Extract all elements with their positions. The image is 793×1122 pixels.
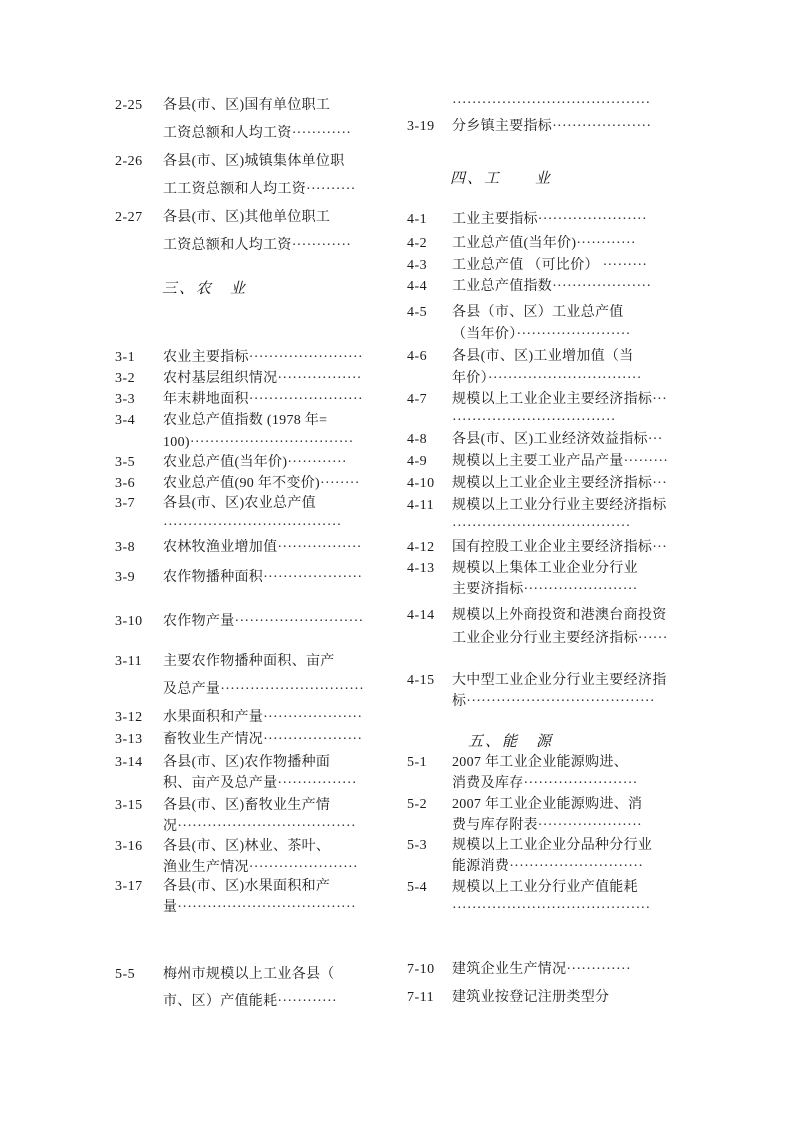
entry-line: 规模以上主要工业产品产量········· xyxy=(452,454,669,469)
entry-number: 7-11 xyxy=(407,990,435,1005)
entry-lines xyxy=(452,451,668,472)
toc-entry xyxy=(407,752,638,794)
entry-line: 标······································ xyxy=(452,694,655,709)
entry-line: 况···································· xyxy=(163,819,356,834)
entry-number: 4-6 xyxy=(407,349,428,364)
entry-line: 各县(市、区)农业总产值 xyxy=(163,496,316,511)
entry-number: 3-11 xyxy=(115,654,143,669)
entry-line: （当年价）······················· xyxy=(452,327,631,342)
entry-line: 规模以上外商投资和港澳台商投资 xyxy=(452,608,667,623)
entry-lines xyxy=(452,495,667,537)
entry-line: 规模以上工业企业主要经济指标··· xyxy=(452,392,668,407)
entry-line: ········································ xyxy=(452,96,651,111)
toc-entry xyxy=(407,233,636,254)
entry-lines xyxy=(452,537,667,558)
entry-number: 3-1 xyxy=(115,350,136,365)
toc-entry xyxy=(407,604,668,650)
entry-lines xyxy=(452,670,667,712)
entry-line: 规模以上工业企业分品种分行业 xyxy=(452,838,653,853)
entry-line: ········································ xyxy=(452,901,651,916)
entry-number: 7-10 xyxy=(407,962,435,977)
entry-number: 2-26 xyxy=(115,154,143,169)
entry-number: 4-5 xyxy=(407,305,428,320)
entry-lines xyxy=(452,389,667,431)
entry-line: 大中型工业企业分行业主要经济指 xyxy=(452,673,667,688)
entry-number: 2-27 xyxy=(115,210,143,225)
toc-entry xyxy=(407,877,650,919)
entry-line: 2007 年工业企业能源购进、消 xyxy=(452,797,643,812)
section-heading: 三、农 业 xyxy=(162,281,248,297)
entry-lines xyxy=(452,604,668,650)
entry-lines xyxy=(452,233,636,254)
toc-entry xyxy=(407,93,650,114)
entry-line: 规模以上集体工业企业分行业 xyxy=(452,561,638,576)
entry-number: 3-16 xyxy=(115,839,143,854)
entry-line: 工工资总额和人均工资·········· xyxy=(163,182,356,197)
toc-entry xyxy=(407,209,647,230)
toc-entry xyxy=(407,959,631,980)
toc-entry xyxy=(407,116,651,137)
entry-line: 及总产量····························· xyxy=(163,682,365,697)
toc-entry xyxy=(407,835,652,877)
toc-entry xyxy=(407,389,667,431)
entry-lines xyxy=(452,959,631,980)
toc-entry xyxy=(407,276,651,297)
entry-lines xyxy=(452,346,642,390)
entry-line: 水果面积和产量···················· xyxy=(163,710,363,725)
entry-lines xyxy=(452,473,667,494)
entry-line: 消费及库存······················· xyxy=(452,776,638,791)
entry-line: 农业总产值(当年价)············ xyxy=(163,455,347,470)
entry-lines xyxy=(452,558,638,600)
entry-line: 建筑企业生产情况············· xyxy=(452,962,631,977)
toc-entry xyxy=(407,670,667,712)
entry-line: 100)································· xyxy=(163,435,354,450)
entry-line: 分乡镇主要指标···················· xyxy=(452,119,652,134)
entry-line: 2007 年工业企业能源购进、 xyxy=(452,755,628,770)
entry-number: 3-3 xyxy=(115,392,136,407)
entry-number: 3-17 xyxy=(115,879,143,894)
entry-number: 4-8 xyxy=(407,432,428,447)
entry-line: 主要农作物播种面积、亩产 xyxy=(163,654,335,669)
entry-number: 5-1 xyxy=(407,755,428,770)
entry-number: 3-10 xyxy=(115,614,143,629)
entry-number: 4-1 xyxy=(407,212,428,227)
entry-line: ···································· xyxy=(163,518,342,533)
entry-lines xyxy=(452,987,609,1008)
entry-number: 4-2 xyxy=(407,236,428,251)
entry-lines xyxy=(452,93,650,114)
entry-number: 4-7 xyxy=(407,392,428,407)
toc-entry xyxy=(407,794,642,836)
entry-line: 农业主要指标······················· xyxy=(163,350,363,365)
entry-number: 3-4 xyxy=(115,413,136,428)
entry-lines xyxy=(452,209,647,230)
entry-lines xyxy=(452,835,652,877)
entry-line: 年价）······························· xyxy=(452,371,642,386)
entry-line: 各县(市、区)工业经济效益指标··· xyxy=(452,432,663,447)
entry-number: 3-8 xyxy=(115,540,136,555)
entry-number: 3-6 xyxy=(115,476,136,491)
entry-line: 能源消费··························· xyxy=(452,859,644,874)
entry-number: 5-3 xyxy=(407,838,428,853)
entry-lines xyxy=(452,429,663,450)
entry-line: ································· xyxy=(452,413,616,428)
entry-lines xyxy=(452,794,642,836)
entry-number: 3-12 xyxy=(115,710,143,725)
entry-line: 规模以上工业分行业主要经济指标 xyxy=(452,498,667,513)
toc-entry xyxy=(407,255,647,276)
toc-entry xyxy=(407,987,609,1008)
entry-line: 各县(市、区)工业增加值（当 xyxy=(452,349,634,364)
entry-line: 工业总产值指数···················· xyxy=(452,279,652,294)
toc-entry xyxy=(407,558,638,600)
entry-line: 农业总产值指数 (1978 年= xyxy=(163,413,328,428)
entry-line: 渔业生产情况······················ xyxy=(163,860,358,875)
toc-entry xyxy=(407,537,667,558)
entry-number: 4-15 xyxy=(407,673,435,688)
entry-number: 3-2 xyxy=(115,371,136,386)
entry-line: 量···································· xyxy=(163,900,356,915)
entry-number: 3-13 xyxy=(115,732,143,747)
entry-line: 各县(市、区)农作物播种面 xyxy=(163,755,331,770)
entry-line: 市、区）产值能耗············ xyxy=(163,994,337,1009)
entry-line: 主要济指标······················· xyxy=(452,582,638,597)
entry-line: 农林牧渔业增加值················· xyxy=(163,540,362,555)
entry-number: 3-14 xyxy=(115,755,143,770)
entry-number: 3-5 xyxy=(115,455,136,470)
entry-number: 4-10 xyxy=(407,476,435,491)
entry-lines xyxy=(452,877,650,919)
entry-number: 5-2 xyxy=(407,797,428,812)
entry-line: 费与库存附表····················· xyxy=(452,818,643,833)
entry-number: 4-12 xyxy=(407,540,435,555)
section-heading: 四、工 业 xyxy=(450,171,553,187)
entry-line: 农业总产值(90 年不变价)········ xyxy=(163,476,360,491)
entry-line: 工资总额和人均工资············ xyxy=(163,238,352,253)
entry-number: 4-9 xyxy=(407,454,428,469)
entry-lines xyxy=(452,116,651,137)
entry-line: 各县(市、区)水果面积和产 xyxy=(163,879,331,894)
entry-line: 农村基层组织情况················· xyxy=(163,371,362,386)
toc-entry xyxy=(407,495,667,537)
entry-line: 规模以上工业分行业产值能耗 xyxy=(452,880,638,895)
entry-line: 工业主要指标······················ xyxy=(452,212,647,227)
entry-line: 各县(市、区)畜牧业生产情 xyxy=(163,798,331,813)
entry-line: 畜牧业生产情况···················· xyxy=(163,732,363,747)
entry-line: 工业总产值 （可比价） ········· xyxy=(452,258,648,273)
entry-lines xyxy=(452,276,651,297)
entry-line: 国有控股工业企业主要经济指标··· xyxy=(452,540,668,555)
entry-line: 积、亩产及总产量················ xyxy=(163,776,357,791)
entry-line: 各县(市、区)林业、茶叶、 xyxy=(163,839,331,854)
entry-line: 各县（市、区）工业总产值 xyxy=(452,305,624,320)
entry-number: 4-11 xyxy=(407,498,435,513)
entry-number: 4-13 xyxy=(407,561,435,576)
entry-number: 4-4 xyxy=(407,279,428,294)
entry-lines xyxy=(452,302,631,346)
toc-entry xyxy=(407,429,663,450)
entry-number: 3-19 xyxy=(407,119,435,134)
entry-line: 工业企业分行业主要经济指标······ xyxy=(452,631,668,646)
entry-number: 3-7 xyxy=(115,496,136,511)
entry-number: 3-15 xyxy=(115,798,143,813)
entry-number: 3-9 xyxy=(115,570,136,585)
entry-lines xyxy=(452,752,638,794)
entry-line: 各县(市、区)国有单位职工 xyxy=(163,98,331,113)
entry-line: 规模以上工业企业主要经济指标··· xyxy=(452,476,668,491)
entry-number: 4-14 xyxy=(407,608,435,623)
entry-line: 梅州市规模以上工业各县（ xyxy=(163,967,335,982)
entry-lines xyxy=(452,255,647,276)
entry-number: 4-3 xyxy=(407,258,428,273)
toc-entry xyxy=(407,302,631,346)
entry-line: ···································· xyxy=(452,519,631,534)
entry-line: 年末耕地面积······················· xyxy=(163,392,363,407)
entry-line: 各县(市、区)其他单位职工 xyxy=(163,210,331,225)
toc-entry xyxy=(407,473,667,494)
entry-line: 农作物产量·························· xyxy=(163,614,364,629)
toc-entry xyxy=(407,346,642,390)
section-heading: 五、能 源 xyxy=(468,734,554,750)
entry-line: 各县(市、区)城镇集体单位职 xyxy=(163,154,345,169)
entry-line: 农作物播种面积···················· xyxy=(163,570,363,585)
entry-line: 工业总产值(当年价)············ xyxy=(452,236,636,251)
entry-line: 工资总额和人均工资············ xyxy=(163,126,352,141)
entry-line: 建筑业按登记注册类型分 xyxy=(452,990,610,1005)
entry-number: 5-5 xyxy=(115,967,136,982)
entry-number: 5-4 xyxy=(407,880,428,895)
entry-number: 2-25 xyxy=(115,98,143,113)
toc-entry xyxy=(407,451,668,472)
